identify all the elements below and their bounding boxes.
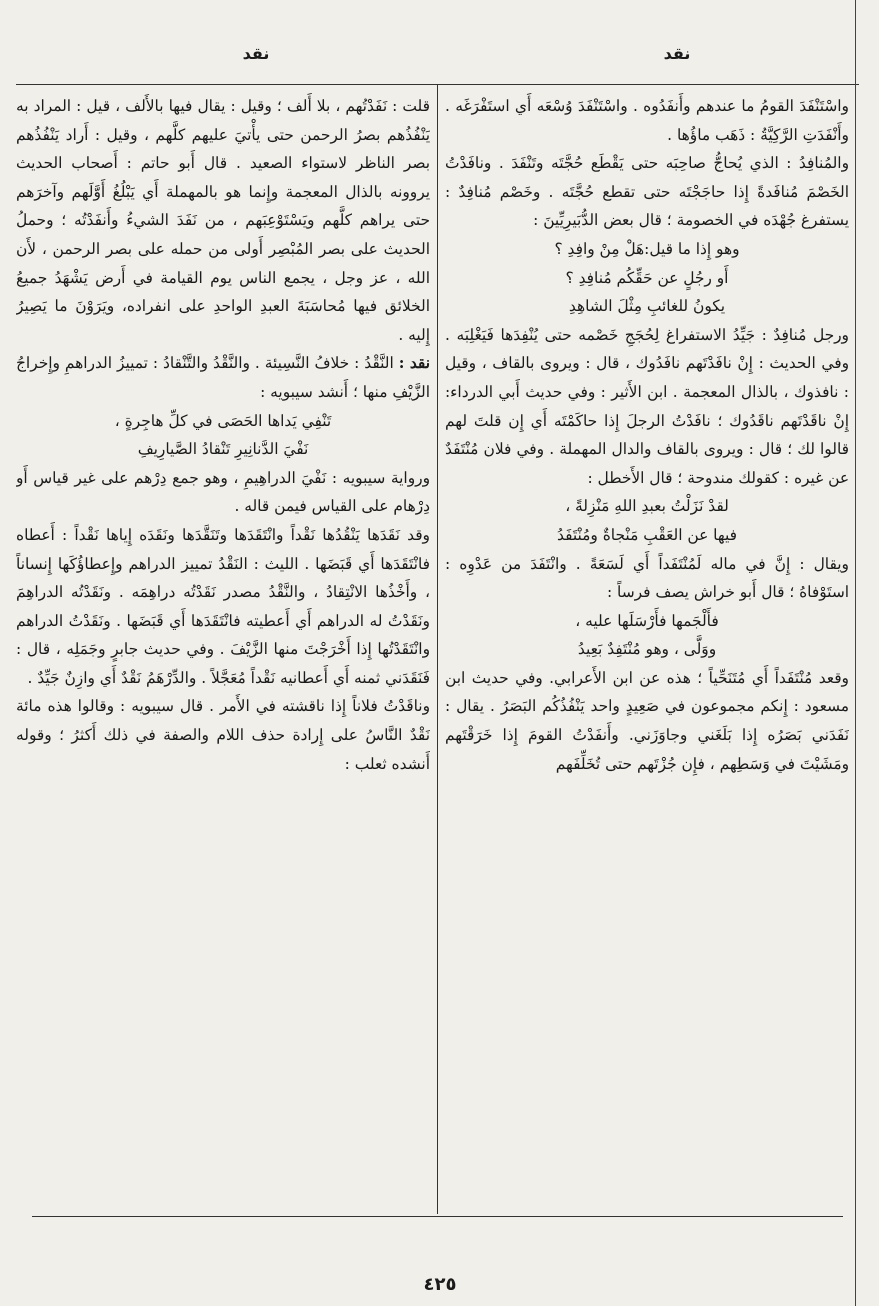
verse-line: فأَلْجَمها فأَرْسَلَها عليه ، <box>575 611 719 630</box>
verse-line: فيها عن العَقْبِ مَنْجاةٌ ومُنْتَفَدُ <box>557 525 737 544</box>
paragraph: وقعد مُنْتَفَداً أَي مُتَنَحِّياً ؛ هذه عن ابن الأَعرابي. وفي حديث ابن مسعود : إِنكم مجموعون في صَعِيدٍ واحد يَنْفُذُكُم البَصَرُ . يقال : نَفَدَني بَصَرُه إِذا بَلَغَني وجاوَزَني. وأَنفَدْتُ القومَ إِذا خَرَقْتَهم ومَشَيْتَ في وَسَطِهم ، فإِن جُزْتَهم حتى تُخَلِّفَهم <box>445 668 849 773</box>
paragraph: والمُنافِدُ : الذي يُحاجُّ صاحِبَه حتى يَقْطَع حُجَّتَه وتَنْفَدَ . ونافَدْتُ الخَصْمَ مُنافَدةً إِذا حاجَجْتَه حتى تقطع حُجَّتَه . وخَصْم مُنافِدٌ : يستفرغ جُهْدَه في الخصومة ؛ قال بعض الدُّبَيرِيِّينَ : <box>445 154 849 230</box>
right-column <box>445 92 849 1210</box>
bottom-rule <box>32 1216 843 1217</box>
paragraph: واسْتَنْفَدَ القومُ ما عندهم وأَنفَدُوه . واسْتَنْفَدَ وُسْعَه أَي استَفْرَغَه . وأَنْفَدَتِ الرَّكِيَّةُ : ذَهَب ماؤُها . <box>445 97 849 144</box>
entry-paragraph <box>16 349 430 406</box>
verse-line: نَفْيَ الدَّنانِيرِ تَنْقادُ الصَّيارِيفِ <box>137 440 309 459</box>
paragraph: ويقال : إِنَّ في ماله لَمُنْتَفَداً أَي لَسَعَةً . وانْتَفَدَ من عَدْوِه : استَوْفاهُ ؛ قال أَبو خراش يصف فرساً : <box>445 554 849 602</box>
page-edge-line <box>855 0 856 1306</box>
paragraph: قلت : نَفَدْتُهم ، بلا أَلف ؛ وقيل : يقال فيها بالأَلف ، قيل : المراد به يَنْفُذُهم بصرُ الرحمن حتى يأْتيَ عليهم كلَّهم ، وقيل : أَراد يَنْفُذُهم بصر الناظر لاستواء الصعيد . قال أَبو حاتم : أَصحاب الحديث يروونه بالذال المعجمة وإِنما هو بالمهملة أَي يَبْلُغُ أَوَّلَهم وآخرَهم حتى يراهم كلَّهم ويَسْتَوْعِبَهم ، من نَفَدَ الشيءُ وأَنفَدْتُه ؛ وحملُ الحديث على بصر المُبْصِر أَولى من حمله على بصر الرحمن ، لأَن الله ، عز وجل ، يجمع الناس يوم القيامة في أَرض يَشْهَدُ جميعُ الخلائق فيها مُحاسَبَةَ العبدِ الواحدِ على انفراده، ويَرَوْنَ ما يَصِيرُ إِليه . <box>16 97 430 344</box>
entry-text: النَّقْدُ : خلافُ النَّسِيئة . والنَّقْدُ والتَّنْقادُ : تمييزُ الدراهمِ وإِخراجُ الزَّيْفِ منها ؛ أَنشد سيبويه : <box>16 354 430 401</box>
verse-line: أَو رجُلٍ عن حَقِّكُم مُنافِدِ ؟ <box>565 268 729 287</box>
verse-line: يكونُ للغائبِ مِثْلَ الشاهِدِ <box>568 297 726 316</box>
entry-headword: نقد : <box>398 354 430 373</box>
column-divider <box>437 84 438 1214</box>
paragraph: ورجل مُنافِدٌ : جَيِّدُ الاستفراغ لِحُجَجِ خَصْمه حتى يُنْفِدَها فَيَغْلِبَه . وفي الحديث : إِنْ نافَدْتَهم نافَدُوك ، قال : ويروى بالقاف ، وقيل : نافذوك ، بالذال المعجمة . ابن الأَثير : وفي حديث أَبي الدرداء: إِنْ ناقَدْتَهم ناقَدُوك ؛ نافَدْتُ الرجلَ إِذا حاكَمْتَه أَي إِن قلتَ لهم قالوا لك ؛ قال : ويروى بالقاف والدال المهملة . وفي فلان مُنْتَفَدٌ عن غيره : كقولك مندوحة ؛ قال الأَخطل : <box>445 325 849 487</box>
left-column <box>16 92 430 1210</box>
paragraph: ورواية سيبويه : نَفْيَ الدراهِيمِ ، وهو جمع دِرْهم على غير قياس أَو دِرْهام على القياس فيمن قاله . <box>16 468 430 516</box>
verse-line: ووَلَّى ، وهو مُنْتَفِدٌ بَعِيدُ <box>577 640 717 659</box>
verse-line: تَنْفِي يَداها الحَصَى في كلِّ هاجِرةٍ ، <box>114 411 332 430</box>
paragraph: وقد نَقَدَها يَنْقُدُها نَقْداً وانْتَقَدَها وتَنَقَّدَها ونَقَدَه إِياها نَقْداً : أَعطاه فانْتَقَدَها أَي قَبَضَها . الليث : النَقْدُ تمييز الدراهم وإِعطاؤُكَها إِنساناً ، وأَخْذُها الانْتِقادُ ، والنَّقْدُ مصدر نَقَدْتُه دراهِمَه . ونَقَدْتُه الدراهِمَ ونَقَدْتُ له الدراهم أَي أَعطيته فانْتَقَدَها أَي قَبَضَها . ونَقَدْتُ الدراهم وانْتَقَدْتُها إِذا أَخْرَجْتَ منها الزَّيْفَ . وفي حديث جابرٍ وجَمَلِه ، قال : فَنَقَدَني ثمنه أَي أَعطانيه نَقْداً مُعَجَّلاً . والدِّرْهَمُ نَقْدٌ أَي وازِنٌ جَيِّدٌ . <box>16 525 430 687</box>
verse-line: وهو إِذا ما قيل:هَلْ مِنْ وافِدِ ؟ <box>554 239 740 258</box>
running-header-left: نقد <box>242 44 270 63</box>
verse-line: لقدْ نَزَلْتُ بعبدِ اللهِ مَنْزِلةً ، <box>565 497 729 516</box>
running-header-right: نقد <box>663 44 691 63</box>
paragraph: وناقَدْتُ فلاناً إِذا ناقشته في الأَمر . قال سيبويه : وقالوا هذه مائة نَقْدٌ النَّاسُ على إِرادة حذف اللام والصفة في ذلك أَكثرُ ؛ وقوله أَنشده ثعلب : <box>16 697 430 773</box>
page-number: ٤٢٥ <box>423 1274 457 1295</box>
